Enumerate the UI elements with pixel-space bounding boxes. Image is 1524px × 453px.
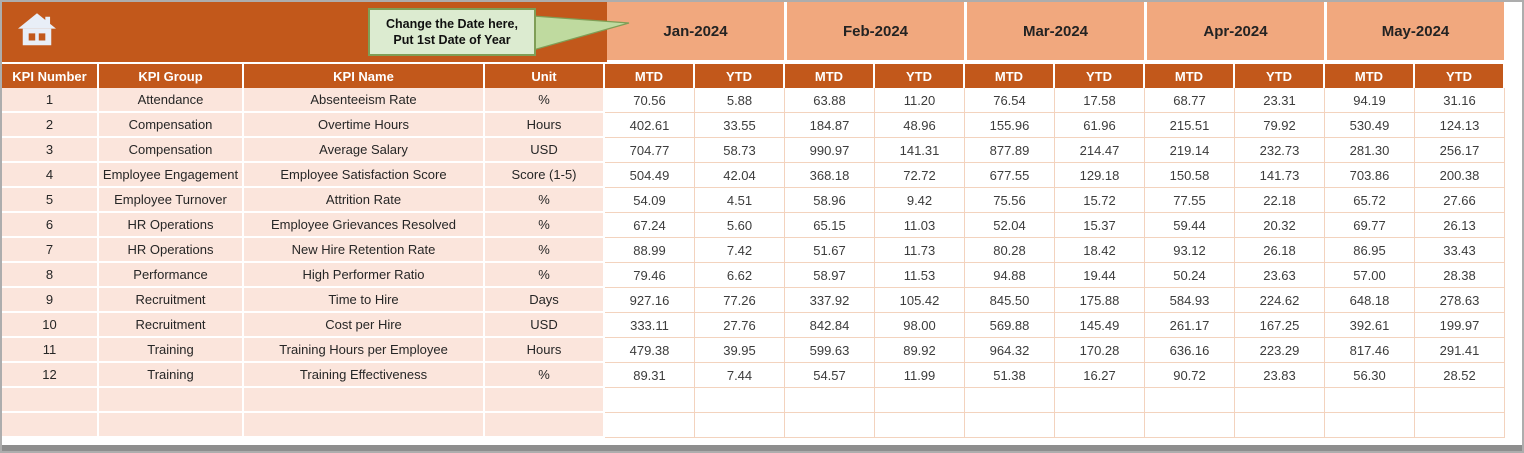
cell-unit[interactable]: % bbox=[485, 363, 605, 388]
month-header-cell[interactable]: Mar-2024 bbox=[967, 2, 1144, 60]
cell-value[interactable]: 65.15 bbox=[785, 213, 875, 238]
cell-value[interactable]: 75.56 bbox=[965, 188, 1055, 213]
cell-value[interactable]: 215.51 bbox=[1145, 113, 1235, 138]
column-header: Unit bbox=[485, 64, 605, 88]
cell-value[interactable]: 33.55 bbox=[695, 113, 785, 138]
cell-kpi-name[interactable]: Time to Hire bbox=[244, 288, 485, 313]
table-row bbox=[2, 313, 1522, 338]
subcolumn-header: YTD bbox=[1055, 64, 1145, 88]
cell-kpi-name[interactable]: Absenteeism Rate bbox=[244, 88, 485, 113]
subcolumn-header: YTD bbox=[695, 64, 785, 88]
cell-value[interactable]: 68.77 bbox=[1145, 88, 1235, 113]
cell-value[interactable]: 79.92 bbox=[1235, 113, 1325, 138]
cell-value[interactable]: 79.46 bbox=[605, 263, 695, 288]
table-row bbox=[2, 338, 1522, 363]
cell-value[interactable]: 28.38 bbox=[1415, 263, 1505, 288]
cell-unit[interactable]: Hours bbox=[485, 338, 605, 363]
cell-value[interactable]: 94.19 bbox=[1325, 88, 1415, 113]
subcolumn-header: MTD bbox=[605, 64, 695, 88]
cell-value[interactable]: 333.11 bbox=[605, 313, 695, 338]
cell-value[interactable]: 17.58 bbox=[1055, 88, 1145, 113]
cell-unit[interactable]: % bbox=[485, 238, 605, 263]
cell-value[interactable]: 964.32 bbox=[965, 338, 1055, 363]
cell-empty[interactable] bbox=[965, 388, 1055, 413]
cell-kpi-group[interactable]: Training bbox=[99, 363, 244, 388]
cell-value[interactable]: 291.41 bbox=[1415, 338, 1505, 363]
cell-value[interactable]: 80.28 bbox=[965, 238, 1055, 263]
cell-value[interactable]: 89.92 bbox=[875, 338, 965, 363]
cell-kpi-number[interactable]: 5 bbox=[2, 188, 99, 213]
cell-kpi-group[interactable]: Employee Engagement bbox=[99, 163, 244, 188]
cell-kpi-number[interactable]: 4 bbox=[2, 163, 99, 188]
table-row bbox=[2, 113, 1522, 138]
table-row bbox=[2, 188, 1522, 213]
cell-value[interactable]: 98.00 bbox=[875, 313, 965, 338]
cell-value[interactable]: 15.37 bbox=[1055, 213, 1145, 238]
subcolumn-header: MTD bbox=[1325, 64, 1415, 88]
cell-value[interactable]: 281.30 bbox=[1325, 138, 1415, 163]
cell-kpi-name[interactable]: Training Effectiveness bbox=[244, 363, 485, 388]
column-header: KPI Group bbox=[99, 64, 244, 88]
cell-unit[interactable]: % bbox=[485, 188, 605, 213]
cell-value[interactable]: 89.31 bbox=[605, 363, 695, 388]
cell-value[interactable]: 877.89 bbox=[965, 138, 1055, 163]
cell-value[interactable]: 479.38 bbox=[605, 338, 695, 363]
cell-value[interactable]: 256.17 bbox=[1415, 138, 1505, 163]
cell-kpi-group[interactable]: Training bbox=[99, 338, 244, 363]
callout-line-2: Put 1st Date of Year bbox=[393, 33, 511, 47]
cell-value[interactable]: 94.88 bbox=[965, 263, 1055, 288]
cell-kpi-group[interactable]: Performance bbox=[99, 263, 244, 288]
cell-value[interactable]: 58.96 bbox=[785, 188, 875, 213]
cell-value[interactable]: 20.32 bbox=[1235, 213, 1325, 238]
cell-value[interactable]: 42.04 bbox=[695, 163, 785, 188]
cell-value[interactable]: 584.93 bbox=[1145, 288, 1235, 313]
cell-kpi-number[interactable]: 8 bbox=[2, 263, 99, 288]
cell-kpi-group[interactable]: HR Operations bbox=[99, 238, 244, 263]
month-header-cell[interactable]: Jan-2024 bbox=[607, 2, 784, 60]
cell-empty[interactable] bbox=[244, 413, 485, 438]
cell-value[interactable]: 11.03 bbox=[875, 213, 965, 238]
cell-empty[interactable] bbox=[875, 413, 965, 438]
cell-value[interactable]: 51.67 bbox=[785, 238, 875, 263]
cell-empty[interactable] bbox=[1055, 413, 1145, 438]
cell-value[interactable]: 392.61 bbox=[1325, 313, 1415, 338]
cell-value[interactable]: 23.83 bbox=[1235, 363, 1325, 388]
subcolumn-header: YTD bbox=[1415, 64, 1505, 88]
cell-value[interactable]: 129.18 bbox=[1055, 163, 1145, 188]
cell-value[interactable]: 219.14 bbox=[1145, 138, 1235, 163]
cell-kpi-number[interactable]: 11 bbox=[2, 338, 99, 363]
cell-value[interactable]: 842.84 bbox=[785, 313, 875, 338]
cell-kpi-number[interactable]: 10 bbox=[2, 313, 99, 338]
cell-value[interactable]: 4.51 bbox=[695, 188, 785, 213]
table-row bbox=[2, 88, 1522, 113]
cell-empty[interactable] bbox=[485, 413, 605, 438]
cell-value[interactable]: 5.88 bbox=[695, 88, 785, 113]
cell-value[interactable]: 67.24 bbox=[605, 213, 695, 238]
cell-value[interactable]: 569.88 bbox=[965, 313, 1055, 338]
table-row-empty bbox=[2, 388, 1522, 413]
cell-value[interactable]: 27.66 bbox=[1415, 188, 1505, 213]
cell-value[interactable]: 18.42 bbox=[1055, 238, 1145, 263]
cell-empty[interactable] bbox=[695, 388, 785, 413]
month-header-cell[interactable]: May-2024 bbox=[1327, 2, 1504, 60]
column-header: KPI Number bbox=[2, 64, 99, 88]
cell-kpi-name[interactable]: Employee Satisfaction Score bbox=[244, 163, 485, 188]
cell-unit[interactable]: Score (1-5) bbox=[485, 163, 605, 188]
cell-value[interactable]: 11.53 bbox=[875, 263, 965, 288]
cell-unit[interactable]: % bbox=[485, 213, 605, 238]
cell-value[interactable]: 77.26 bbox=[695, 288, 785, 313]
cell-value[interactable]: 88.99 bbox=[605, 238, 695, 263]
cell-value[interactable]: 200.38 bbox=[1415, 163, 1505, 188]
cell-kpi-group[interactable]: Recruitment bbox=[99, 313, 244, 338]
callout-line-1: Change the Date here, bbox=[386, 16, 518, 31]
cell-empty[interactable] bbox=[1415, 388, 1505, 413]
cell-value[interactable]: 26.18 bbox=[1235, 238, 1325, 263]
cell-value[interactable]: 58.97 bbox=[785, 263, 875, 288]
cell-kpi-number[interactable]: 9 bbox=[2, 288, 99, 313]
cell-kpi-group[interactable]: HR Operations bbox=[99, 213, 244, 238]
cell-value[interactable]: 337.92 bbox=[785, 288, 875, 313]
cell-value[interactable]: 402.61 bbox=[605, 113, 695, 138]
cell-value[interactable]: 28.52 bbox=[1415, 363, 1505, 388]
cell-value[interactable]: 76.54 bbox=[965, 88, 1055, 113]
cell-value[interactable]: 232.73 bbox=[1235, 138, 1325, 163]
cell-value[interactable]: 368.18 bbox=[785, 163, 875, 188]
cell-empty[interactable] bbox=[485, 388, 605, 413]
cell-value[interactable]: 54.09 bbox=[605, 188, 695, 213]
cell-kpi-group[interactable]: Employee Turnover bbox=[99, 188, 244, 213]
bottom-scrollbar[interactable] bbox=[2, 445, 1522, 451]
cell-value[interactable]: 61.96 bbox=[1055, 113, 1145, 138]
cell-value[interactable]: 33.43 bbox=[1415, 238, 1505, 263]
cell-kpi-name[interactable]: Overtime Hours bbox=[244, 113, 485, 138]
cell-unit[interactable]: USD bbox=[485, 313, 605, 338]
cell-value[interactable]: 7.44 bbox=[695, 363, 785, 388]
cell-value[interactable]: 26.13 bbox=[1415, 213, 1505, 238]
column-header: KPI Name bbox=[244, 64, 485, 88]
cell-empty[interactable] bbox=[1145, 413, 1235, 438]
cell-value[interactable]: 31.16 bbox=[1415, 88, 1505, 113]
table-row bbox=[2, 138, 1522, 163]
subcolumn-header: YTD bbox=[1235, 64, 1325, 88]
cell-empty[interactable] bbox=[785, 413, 875, 438]
month-header-cell[interactable]: Feb-2024 bbox=[787, 2, 964, 60]
cell-empty[interactable] bbox=[1235, 388, 1325, 413]
cell-value[interactable]: 141.73 bbox=[1235, 163, 1325, 188]
cell-value[interactable]: 58.73 bbox=[695, 138, 785, 163]
cell-empty[interactable] bbox=[1415, 413, 1505, 438]
cell-value[interactable]: 261.17 bbox=[1145, 313, 1235, 338]
cell-value[interactable]: 70.56 bbox=[605, 88, 695, 113]
cell-empty[interactable] bbox=[605, 413, 695, 438]
table-row bbox=[2, 363, 1522, 388]
cell-value[interactable]: 19.44 bbox=[1055, 263, 1145, 288]
table-row bbox=[2, 263, 1522, 288]
cell-unit[interactable]: Hours bbox=[485, 113, 605, 138]
cell-value[interactable]: 9.42 bbox=[875, 188, 965, 213]
cell-kpi-number[interactable]: 7 bbox=[2, 238, 99, 263]
cell-empty[interactable] bbox=[2, 413, 99, 438]
cell-value[interactable]: 599.63 bbox=[785, 338, 875, 363]
cell-unit[interactable]: Days bbox=[485, 288, 605, 313]
cell-empty[interactable] bbox=[2, 388, 99, 413]
table-header-row bbox=[2, 62, 1522, 88]
cell-value[interactable]: 145.49 bbox=[1055, 313, 1145, 338]
cell-value[interactable]: 530.49 bbox=[1325, 113, 1415, 138]
cell-kpi-group[interactable]: Compensation bbox=[99, 138, 244, 163]
cell-value[interactable]: 927.16 bbox=[605, 288, 695, 313]
cell-value[interactable]: 11.20 bbox=[875, 88, 965, 113]
cell-value[interactable]: 105.42 bbox=[875, 288, 965, 313]
cell-value[interactable]: 48.96 bbox=[875, 113, 965, 138]
cell-kpi-name[interactable]: Attrition Rate bbox=[244, 188, 485, 213]
cell-value[interactable]: 170.28 bbox=[1055, 338, 1145, 363]
cell-value[interactable]: 90.72 bbox=[1145, 363, 1235, 388]
cell-kpi-name[interactable]: Training Hours per Employee bbox=[244, 338, 485, 363]
cell-value[interactable]: 636.16 bbox=[1145, 338, 1235, 363]
cell-value[interactable]: 22.18 bbox=[1235, 188, 1325, 213]
cell-value[interactable]: 93.12 bbox=[1145, 238, 1235, 263]
cell-value[interactable]: 77.55 bbox=[1145, 188, 1235, 213]
table-row bbox=[2, 238, 1522, 263]
cell-value[interactable]: 6.62 bbox=[695, 263, 785, 288]
cell-value[interactable]: 56.30 bbox=[1325, 363, 1415, 388]
cell-value[interactable]: 63.88 bbox=[785, 88, 875, 113]
cell-value[interactable]: 199.97 bbox=[1415, 313, 1505, 338]
cell-value[interactable]: 278.63 bbox=[1415, 288, 1505, 313]
cell-value[interactable]: 7.42 bbox=[695, 238, 785, 263]
cell-value[interactable]: 27.76 bbox=[695, 313, 785, 338]
cell-value[interactable]: 124.13 bbox=[1415, 113, 1505, 138]
cell-empty[interactable] bbox=[99, 413, 244, 438]
cell-value[interactable]: 155.96 bbox=[965, 113, 1055, 138]
cell-empty[interactable] bbox=[244, 388, 485, 413]
subcolumn-header: MTD bbox=[1145, 64, 1235, 88]
cell-kpi-number[interactable]: 6 bbox=[2, 213, 99, 238]
cell-value[interactable]: 703.86 bbox=[1325, 163, 1415, 188]
subcolumn-header: MTD bbox=[785, 64, 875, 88]
cell-value[interactable]: 845.50 bbox=[965, 288, 1055, 313]
cell-empty[interactable] bbox=[1145, 388, 1235, 413]
cell-kpi-number[interactable]: 1 bbox=[2, 88, 99, 113]
cell-value[interactable]: 817.46 bbox=[1325, 338, 1415, 363]
table-row bbox=[2, 163, 1522, 188]
cell-value[interactable]: 5.60 bbox=[695, 213, 785, 238]
cell-value[interactable]: 69.77 bbox=[1325, 213, 1415, 238]
cell-kpi-group[interactable]: Compensation bbox=[99, 113, 244, 138]
cell-value[interactable]: 39.95 bbox=[695, 338, 785, 363]
cell-kpi-group[interactable]: Recruitment bbox=[99, 288, 244, 313]
table-row bbox=[2, 213, 1522, 238]
subcolumn-header: MTD bbox=[965, 64, 1055, 88]
cell-value[interactable]: 50.24 bbox=[1145, 263, 1235, 288]
cell-value[interactable]: 175.88 bbox=[1055, 288, 1145, 313]
top-banner bbox=[2, 2, 1522, 62]
cell-value[interactable]: 990.97 bbox=[785, 138, 875, 163]
cell-empty[interactable] bbox=[605, 388, 695, 413]
cell-value[interactable]: 23.63 bbox=[1235, 263, 1325, 288]
cell-value[interactable]: 57.00 bbox=[1325, 263, 1415, 288]
cell-value[interactable]: 184.87 bbox=[785, 113, 875, 138]
cell-kpi-name[interactable]: Average Salary bbox=[244, 138, 485, 163]
date-callout bbox=[368, 8, 536, 56]
table-row-empty bbox=[2, 413, 1522, 438]
cell-value[interactable]: 648.18 bbox=[1325, 288, 1415, 313]
cell-value[interactable]: 16.27 bbox=[1055, 363, 1145, 388]
cell-value[interactable]: 141.31 bbox=[875, 138, 965, 163]
cell-value[interactable]: 86.95 bbox=[1325, 238, 1415, 263]
cell-kpi-name[interactable]: Cost per Hire bbox=[244, 313, 485, 338]
cell-value[interactable]: 23.31 bbox=[1235, 88, 1325, 113]
cell-value[interactable]: 59.44 bbox=[1145, 213, 1235, 238]
cell-kpi-number[interactable]: 3 bbox=[2, 138, 99, 163]
home-icon[interactable] bbox=[18, 12, 56, 50]
cell-unit[interactable]: % bbox=[485, 263, 605, 288]
cell-value[interactable]: 72.72 bbox=[875, 163, 965, 188]
cell-kpi-number[interactable]: 2 bbox=[2, 113, 99, 138]
table-body bbox=[2, 88, 1522, 438]
cell-value[interactable]: 65.72 bbox=[1325, 188, 1415, 213]
callout-arrow bbox=[533, 10, 631, 56]
cell-value[interactable]: 223.29 bbox=[1235, 338, 1325, 363]
cell-empty[interactable] bbox=[1325, 413, 1415, 438]
cell-empty[interactable] bbox=[785, 388, 875, 413]
month-band bbox=[607, 2, 1522, 62]
cell-value[interactable]: 677.55 bbox=[965, 163, 1055, 188]
cell-value[interactable]: 11.73 bbox=[875, 238, 965, 263]
cell-value[interactable]: 52.04 bbox=[965, 213, 1055, 238]
cell-kpi-group[interactable]: Attendance bbox=[99, 88, 244, 113]
cell-empty[interactable] bbox=[1055, 388, 1145, 413]
month-header-cell[interactable]: Apr-2024 bbox=[1147, 2, 1324, 60]
cell-empty[interactable] bbox=[1325, 388, 1415, 413]
cell-unit[interactable]: % bbox=[485, 88, 605, 113]
cell-kpi-name[interactable]: New Hire Retention Rate bbox=[244, 238, 485, 263]
table-row bbox=[2, 288, 1522, 313]
cell-value[interactable]: 11.99 bbox=[875, 363, 965, 388]
cell-value[interactable]: 167.25 bbox=[1235, 313, 1325, 338]
cell-empty[interactable] bbox=[99, 388, 244, 413]
cell-value[interactable]: 704.77 bbox=[605, 138, 695, 163]
cell-empty[interactable] bbox=[1235, 413, 1325, 438]
cell-value[interactable]: 504.49 bbox=[605, 163, 695, 188]
cell-empty[interactable] bbox=[695, 413, 785, 438]
cell-value[interactable]: 150.58 bbox=[1145, 163, 1235, 188]
cell-kpi-name[interactable]: High Performer Ratio bbox=[244, 263, 485, 288]
cell-empty[interactable] bbox=[965, 413, 1055, 438]
cell-value[interactable]: 15.72 bbox=[1055, 188, 1145, 213]
cell-value[interactable]: 224.62 bbox=[1235, 288, 1325, 313]
cell-value[interactable]: 214.47 bbox=[1055, 138, 1145, 163]
cell-empty[interactable] bbox=[875, 388, 965, 413]
cell-kpi-number[interactable]: 12 bbox=[2, 363, 99, 388]
cell-value[interactable]: 51.38 bbox=[965, 363, 1055, 388]
cell-kpi-name[interactable]: Employee Grievances Resolved bbox=[244, 213, 485, 238]
subcolumn-header: YTD bbox=[875, 64, 965, 88]
cell-value[interactable]: 54.57 bbox=[785, 363, 875, 388]
cell-unit[interactable]: USD bbox=[485, 138, 605, 163]
